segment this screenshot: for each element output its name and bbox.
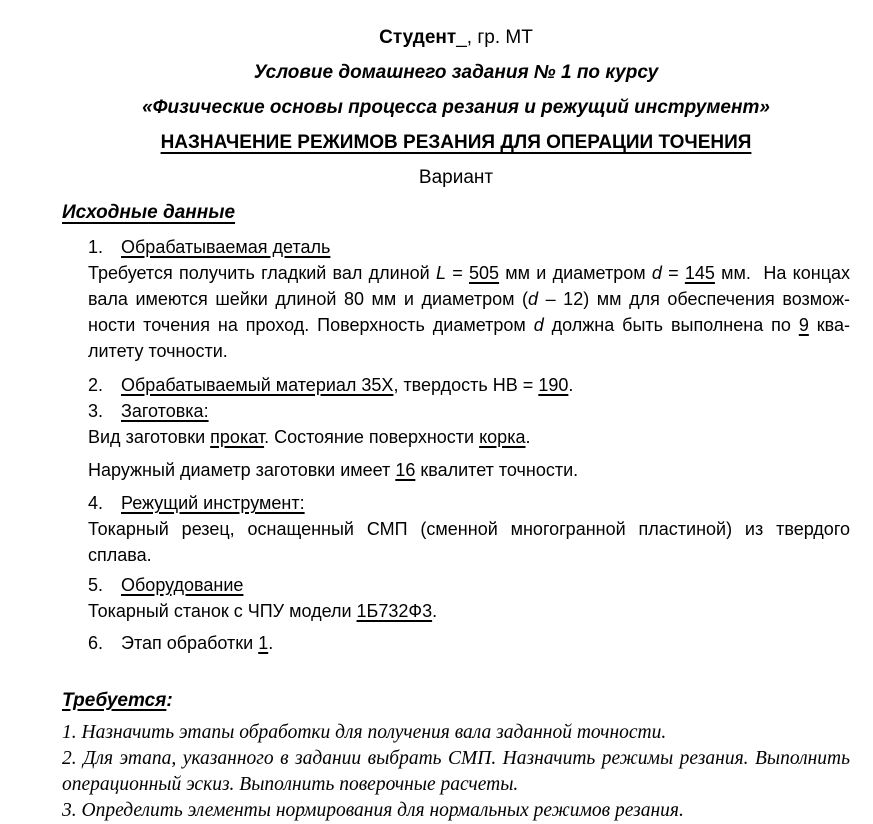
item-4 — [88, 490, 850, 568]
item-number: 5. — [88, 575, 104, 595]
item-3-paragraph-2: Наружный диаметр заготовки имеет 16 квалитет точности. — [88, 460, 579, 480]
main-title — [62, 130, 850, 156]
item-title: Обрабатываемая деталь — [121, 237, 331, 257]
task-1: 1. Назначить этапы обработки для получения вала заданной точности. — [62, 722, 667, 743]
course-title-line — [62, 60, 850, 86]
required-tasks — [62, 720, 850, 824]
item-6 — [88, 630, 850, 656]
item-number: 1. — [88, 237, 104, 257]
initial-data-heading-text: Исходные данные — [62, 202, 236, 223]
variant-text: Вариант — [418, 167, 494, 188]
item-6-header — [88, 630, 850, 656]
student-line — [62, 25, 850, 51]
item-number: 4. — [88, 493, 104, 513]
item-number: 6. — [88, 633, 104, 653]
task-3: 3. Определить элементы нормирования для нормальных режимов резания. — [62, 800, 684, 821]
required-heading-text: Требуется: — [62, 690, 173, 711]
item-1-header — [88, 234, 850, 260]
item-2 — [88, 372, 850, 398]
item-title: Режущий инструмент: — [121, 493, 305, 513]
item-title: Заготовка: — [121, 401, 209, 421]
item-number: 3. — [88, 401, 104, 421]
item-title: Этап обработки 1. — [121, 633, 274, 653]
item-title: Оборудование — [121, 575, 244, 595]
item-number: 2. — [88, 375, 104, 395]
item-5 — [88, 572, 850, 624]
course-name-line — [62, 95, 850, 121]
required-heading — [62, 688, 850, 714]
item-2-header — [88, 372, 850, 398]
course-title-text: Условие домашнего задания № 1 по курсу — [253, 62, 659, 83]
course-name-text: «Физические основы процесса резания и режущий инструмент» — [142, 97, 770, 118]
student-line-text: Студент_, гр. МТ — [379, 27, 533, 48]
item-title: Обрабатываемый материал 35Х, твердость НВ = 190. — [121, 375, 574, 395]
main-title-text: НАЗНАЧЕНИЕ РЕЖИМОВ РЕЗАНИЯ ДЛЯ ОПЕРАЦИИ ТОЧЕНИЯ — [160, 132, 752, 153]
item-1 — [88, 234, 850, 364]
item-1-paragraph: Требуется получить гладкий вал длиной L = 505 мм и диаметром d = 145 мм. На концах вала имеются шейки длиной 80 мм и диаметром (d – 12) мм для обеспечения возмож- ности точения на проход. Поверхность диаметром d должна быть выполнена по 9 ква- литету точности. — [88, 263, 851, 361]
item-5-header — [88, 572, 850, 598]
item-5-paragraph: Токарный станок с ЧПУ модели 1Б732Ф3. — [88, 601, 438, 621]
variant-label — [62, 165, 850, 191]
initial-data-heading — [62, 200, 850, 226]
item-4-paragraph: Токарный резец, оснащенный СМП (сменной многогранной пластиной) из твердого сплава. — [88, 519, 850, 565]
item-4-header — [88, 490, 850, 516]
task-2: 2. Для этапа, указанного в задании выбрать СМП. Назначить режимы резания. Выполнить операционный эскиз. Выполнить поверочные расчеты. — [62, 748, 850, 795]
item-3 — [88, 398, 850, 483]
item-3-header — [88, 398, 850, 424]
item-3-paragraph-1: Вид заготовки прокат. Состояние поверхности корка. — [88, 427, 531, 447]
